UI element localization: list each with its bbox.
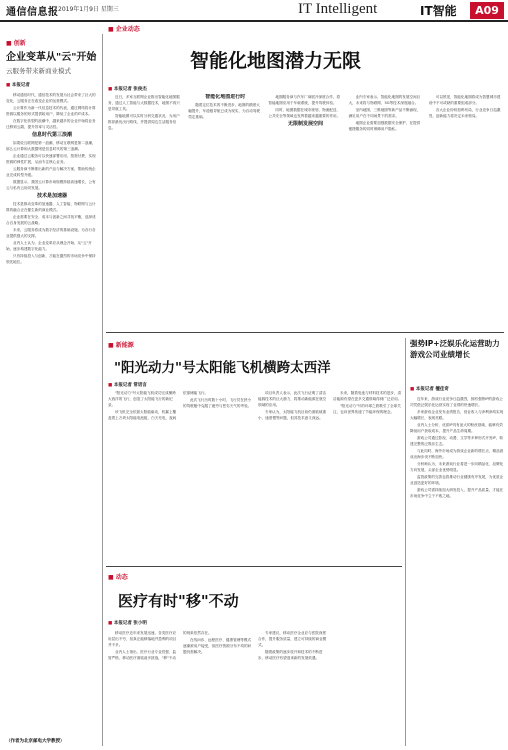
article-body: 近年来，游戏行业竞争日趋激烈，拥有强势IP的游戏公司凭借泛娱乐化运营实现了业绩的快速增长。 多家游戏企业发布业绩报告，营业收入与净利润均实现大幅增长，表现亮眼。 业内人士分析，优质IP具有庞大的粉丝基础，能够有效降低用户获取成本，提升产品生命周期。 游戏公司通过影视、动漫、文学等多种形式开发IP，构建完整的泛娱乐生态。 与此同时，海外市场成为游戏企业新的增长点，精品游戏出海步伐不断加快。 分析师认为，未来游戏行业将进一步向精品化、品牌化方向发展，头部企业优势明显。 监管政策的完善也将推动行业健康有序发展，为优质企业创造更好的环境。 游戏公司需持续加大研发投入，提升产品质量，才能在市场竞争中立于不败之地。 [410, 397, 504, 498]
section-tag: ■ 动态 [108, 572, 128, 581]
subhead: 信息时代第三浪潮 [31, 132, 72, 138]
article-title: 医疗有时"移"不动 [118, 592, 239, 610]
section-title-cn: IT智能 [420, 4, 457, 18]
article-byline: ■ 本报记者 张小明 [108, 620, 147, 626]
subhead: 技术是加速器 [36, 193, 67, 199]
article-byline: ■ 本报记者 檀佳奇 [410, 386, 449, 392]
newspaper-brand: 通信信息报 [6, 7, 59, 18]
article-title: 企业变革从"云"开始 [6, 52, 97, 63]
section-title-en: IT Intelligent [298, 1, 378, 17]
column-divider [102, 34, 103, 746]
article-body: "阳光动力"号太阳能飞机成功完成横跨大西洋的飞行，创造了太阳能飞行的新纪录。 该飞机完全依靠太阳能驱动，机翼上覆盖着上万块太阳能电池板，白天充电，夜间依靠储能飞行。 此次飞行历时数十小时，飞行员在狭小的驾驶舱中克服了疲劳与恶劣天气的考验。 项目负责人表示，此次飞行证明了清洁能源技术的巨大潜力，将推动新能源在航空领域的应用。 专家认为，太阳能飞机目前仍面临载重小、速度慢等问题，但其技术意义深远。 未来，随着电池与材料技术的进步，清洁能源有望在更多交通领域得到广泛应用。 "阳光动力"号的环球之旅吸引了全球关注，也向世界传递了节能环保的理念。 [108, 391, 402, 420]
article-body: 移动通信时代，通信技术的发展为社会带来了巨大的变化，云服务正在改变企业的运营模式。 云计算作为新一代信息技术的代表，通过网络将计算资源以服务的形式提供给用户，降低了企业的IT成本。 在数字化转型的浪潮中，越来越多的企业开始将业务迁移到云端，提升效率与灵活性。 信息时代第三浪潮 如果说互联网是第一浪潮，移动互联网是第二浪潮，那么云计算和大数据则是信息时代的第三浪潮。 企业通过云服务可以快速部署应用，按需付费，实现资源的弹性扩展，从而专注核心业务。 云服务商不断推出新的产品与解决方案，帮助传统企业完成转型升级。 数据显示，我国云计算市场规模持续高速增长，公有云与私有云协同发展。 技术是加速器 技术是推动变革的加速器，人工智能、物联网与云计算的融合正在催生新的商业模式。 企业需要在安全、成本与创新之间寻找平衡，选择适合自身发展的云战略。 未来，云服务将成为数字经济的基础设施，为各行各业提供强大的支撑。 业内人士认为，企业变革应从理念开始，从"云"开始，逐步构建数字化能力。 只有持续投入与创新，才能在激烈的市场竞争中保持领先地位。 [6, 92, 98, 690]
article-subtitle: 云服务带来新商业模式 [6, 67, 71, 75]
subhead: 智能化地图进行时 [205, 94, 246, 100]
section-divider [106, 566, 402, 567]
section-divider [106, 332, 504, 333]
section-tag: ■ 新能源 [108, 340, 134, 349]
issue-date: 2019年1月9日 星期三 [58, 6, 119, 13]
article-body: 近日，多家互联网企业推出智能化地图服务，通过人工智能与大数据技术，地图不再只是导航工具。 智能地图可以实时分析交通状况，为用户推荐最优出行路线，并提供周边生活服务信息。 智能化地图进行时 随着定位技术的不断进步，地图的精度大幅提升，车道级导航已成为现实，为自动驾驶奠定基础。 地图服务商与汽车厂商展开深度合作，将智能地图应用于车载系统，提升驾驶体验。 同时，地图数据在城市规划、物流配送、公共安全等领域也发挥着越来越重要的作用。 无限制发展空间 业内专家表示，智能化地图的发展空间巨大，未来将与物联网、5G等技术深度融合。 室内地图、三维地图等新产品不断涌现，满足用户在不同场景下的需求。 地图企业需要加强数据安全保护，在提供便捷服务的同时保障用户隐私。 可以预见，智能化地图将成为智慧城市建设中不可或缺的重要组成部分。 各大企业纷纷加码布局，行业竞争日趋激烈，创新能力将决定未来格局。 [108, 94, 501, 131]
page-number: A09 [470, 2, 504, 19]
article-byline: ■ 本报记者 [6, 82, 30, 88]
author-note: （作者为北京邮电大学教授） [6, 739, 65, 744]
column-divider [405, 338, 406, 746]
article-title: 强势IP+泛娱乐化运营助力游戏公司业绩增长 [410, 339, 500, 359]
subhead: 无限制发展空间 [287, 121, 323, 127]
article-title: "阳光动力"号太阳能飞机横跨太西洋 [114, 360, 331, 376]
article-body: 移动医疗近年来发展迅速，各类医疗应用层出不穷，但真正能够落地并盈利的项目并不多。 业内人士指出，医疗行业专业性强、监管严格，移动医疗面临诸多挑战，"移"不动的现象依然存在。 在线问诊、远程医疗、健康管理等模式逐渐被用户接受，但医疗资源分布不均的问题仍需解决。 专家建议，移动医疗企业应与医院深度合作，提升服务质量，建立可持续的商业模式。 随着政策的逐步放开和技术的不断进步，移动医疗有望迎来新的发展机遇。 [108, 631, 327, 660]
article-byline: ■ 本报记者 常语言 [108, 382, 147, 388]
article-byline: ■ 本报记者 张俊杰 [108, 86, 147, 92]
section-tag: ■ 企业动态 [108, 24, 140, 33]
section-tag: ■ 创新 [6, 38, 26, 47]
article-title: 智能化地图潜力无限 [190, 50, 362, 72]
